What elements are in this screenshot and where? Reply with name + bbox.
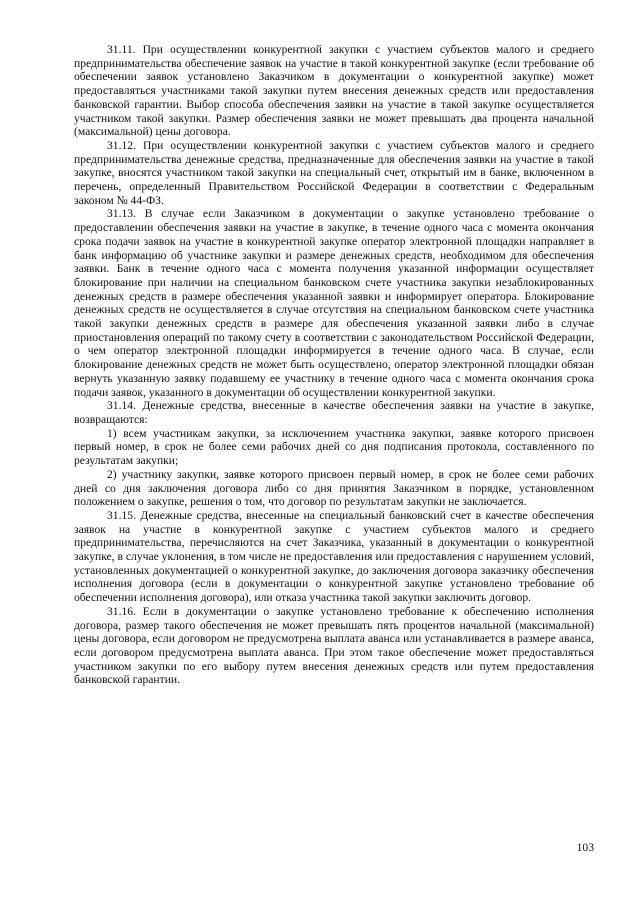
paragraph-31-12: 31.12. При осуществлении конкурентной закупки с участием субъектов малого и среднего предпринимательства денежные средства, предназначенные для обеспечения заявки на участие в такой закупке, вносятся участником такой закупки на специальный счет, открытый им в банке, включенном в перечень, определенный Правительством Российской Федерации в соответствии с Федеральным законом № 44-ФЗ. <box>74 138 594 207</box>
paragraph-31-14: 31.14. Денежные средства, внесенные в качестве обеспечения заявки на участие в закупке, возвращаются: <box>74 399 594 426</box>
page-number: 103 <box>576 841 594 854</box>
list-item-2: 2) участнику закупки, заявке которого присвоен первый номер, в срок не более семи рабочих дней со дня заключения договора либо со дня принятия Заказчиком в порядке, установленном положением о закупке, решения о том, что договор по результатам закупки не заключается. <box>74 467 594 509</box>
paragraph-31-16: 31.16. Если в документации о закупке установлено требование к обеспечению исполнения договора, размер такого обеспечения не может превышать пять процентов начальной (максимальной) цены договора, если договором не предусмотрена выплата аванса или устанавливается в размере аванса, если договором предусмотрена выплата аванса. При этом такое обеспечение может предоставляться участником закупки по его выбору путем внесения денежных средств или путем предоставления банковской гарантии. <box>74 604 594 687</box>
list-item-1: 1) всем участникам закупки, за исключением участника закупки, заявке которого присвоен первый номер, в срок не более семи рабочих дней со дня подписания протокола, составленного по результатам закупки; <box>74 426 594 468</box>
document-body <box>74 43 594 687</box>
paragraph-31-15: 31.15. Денежные средства, внесенные на специальный банковский счет в качестве обеспечения заявок на участие в конкурентной закупке с участием субъектов малого и среднего предпринимательства, перечисляются на счет Заказчика, указанный в документации о конкурентной закупке, в случае уклонения, в том числе не предоставления или предоставления с нарушением условий, установленных документацией о конкурентной закупке, до заключения договора заказчику обеспечения исполнения договора (если в документации о конкурентной закупке установлено требование об обеспечении исполнения договора), или отказа участника такой закупки заключить договор. <box>74 508 594 605</box>
paragraph-31-13: 31.13. В случае если Заказчиком в документации о закупке установлено требование о предоставлении обеспечения заявки на участие в закупке, в течение одного часа с момента окончания срока подачи заявок на участие в конкурентной закупке оператор электронной площадки направляет в банк информацию об участнике закупки и размере денежных средств, необходимом для обеспечения заявки. Банк в течение одного часа с момента получения указанной информации осуществляет блокирование при наличии на специальном банковском счете участника закупки незаблокированных денежных средств в размере обеспечения указанной заявки и информирует оператора. Блокирование денежных средств не осуществляется в случае отсутствия на специальном банковском счете участника такой закупки денежных средств в размере для обеспечения указанной заявки либо в случае приостановления операций по такому счету в соответствии с законодательством Российской Федерации, о чем оператор электронной площадки информируется в течение одного часа. В случае, если блокирование денежных средств не может быть осуществлено, оператор электронной площадки обязан вернуть указанную заявку подавшему ее участнику в течение одного часа с момента окончания срока подачи заявок, указанного в документации об осуществлении конкурентной закупки. <box>74 207 594 399</box>
paragraph-31-11: 31.11. При осуществлении конкурентной закупки с участием субъектов малого и среднего предпринимательства обеспечение заявок на участие в такой конкурентной закупке (если требование об обеспечении заявок установлено Заказчиком в документации о конкурентной закупке) может предоставляться участниками такой закупки путем внесения денежных средств или предоставления банковской гарантии. Выбор способа обеспечения заявки на участие в такой закупке осуществляется участником такой закупки. Размер обеспечения заявки не может превышать два процента начальной (максимальной) цены договора. <box>74 43 594 139</box>
